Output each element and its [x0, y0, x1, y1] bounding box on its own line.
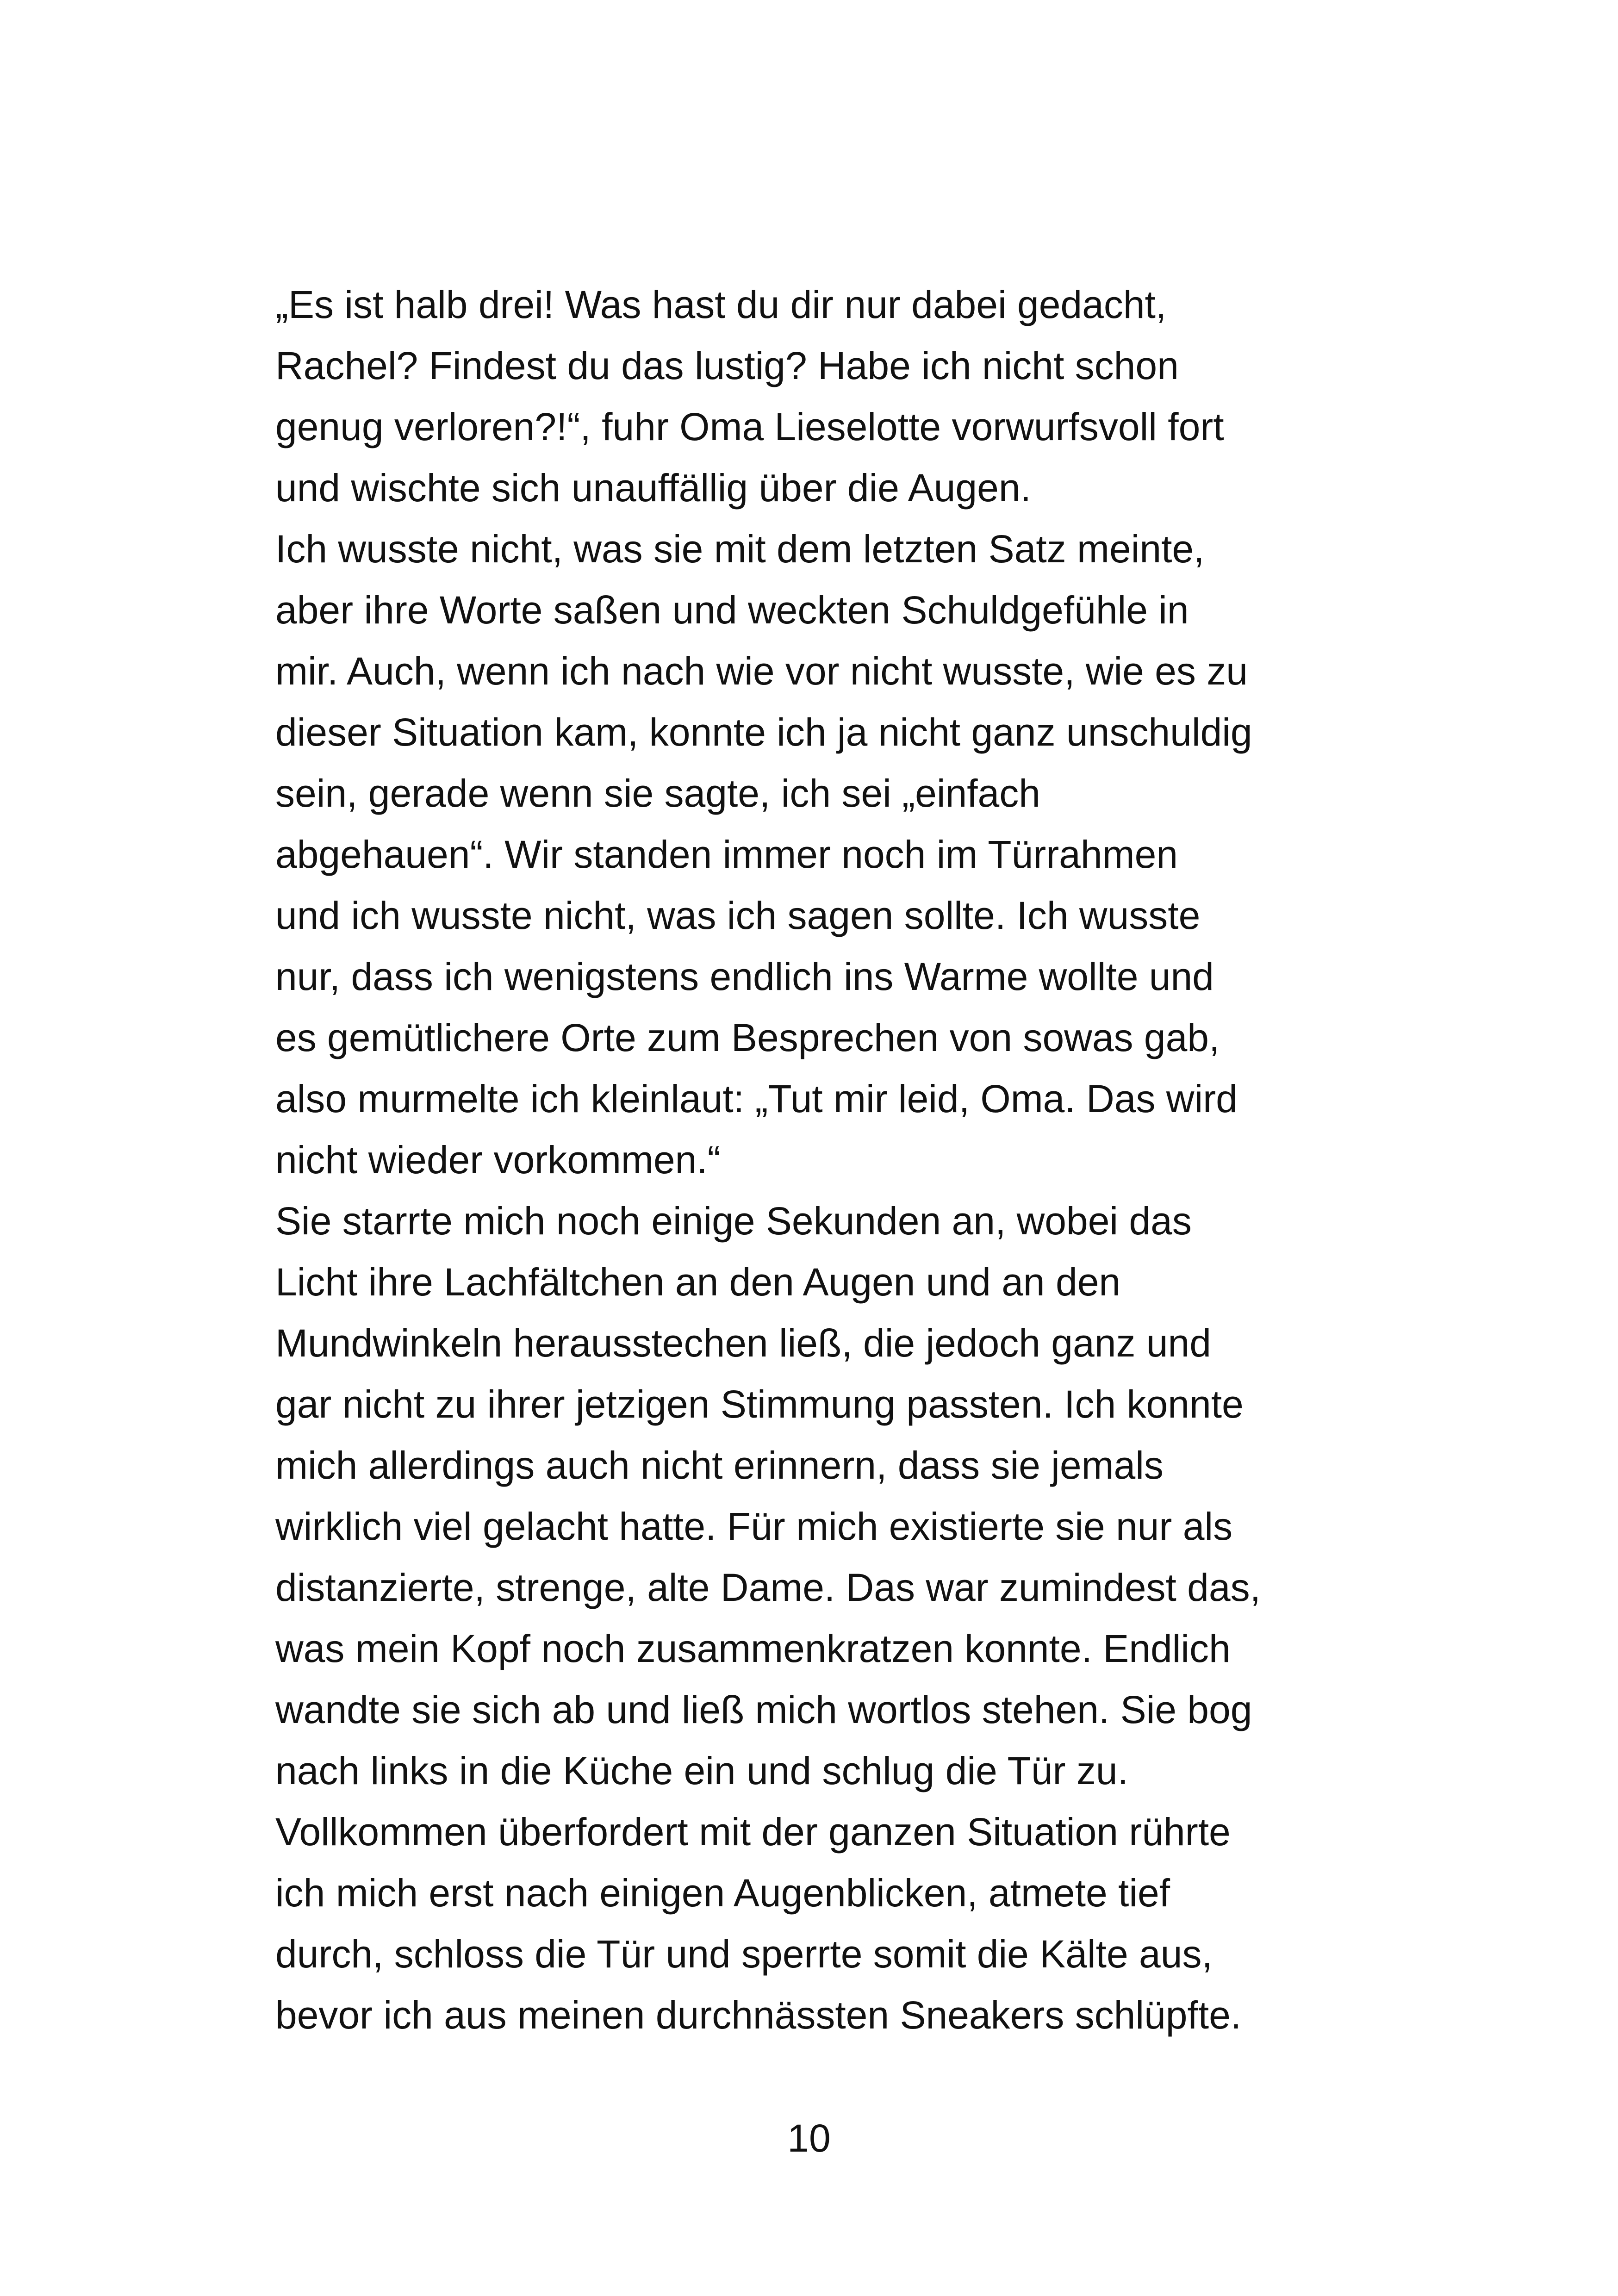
body-text [275, 274, 1395, 2046]
text-line: nur, dass ich wenigstens endlich ins Warme wollte und [275, 955, 1214, 998]
text-line: Vollkommen überfordert mit der ganzen Situation rührte [275, 1810, 1231, 1854]
text-line: ich mich erst nach einigen Augenblicken, atmete tief [275, 1871, 1170, 1915]
text-line: wirklich viel gelacht hatte. Für mich existierte sie nur als [275, 1505, 1233, 1548]
text-line: es gemütlichere Orte zum Besprechen von sowas gab, [275, 1016, 1220, 1059]
text-line: genug verloren?!“, fuhr Oma Lieselotte vorwurfsvoll fort [275, 405, 1224, 448]
text-line: gar nicht zu ihrer jetzigen Stimmung passten. Ich konnte [275, 1382, 1244, 1426]
text-line: Sie starrte mich noch einige Sekunden an, wobei das [275, 1199, 1192, 1243]
text-line: nach links in die Küche ein und schlug die Tür zu. [275, 1749, 1128, 1792]
text-line: Ich wusste nicht, was sie mit dem letzten Satz meinte, [275, 527, 1205, 571]
text-line: Licht ihre Lachfältchen an den Augen und an den [275, 1260, 1121, 1304]
text-line: was mein Kopf noch zusammenkratzen konnte. Endlich [275, 1627, 1231, 1670]
text-line: mich allerdings auch nicht erinnern, dass sie jemals [275, 1444, 1164, 1487]
text-line: mir. Auch, wenn ich nach wie vor nicht wusste, wie es zu [275, 649, 1248, 693]
text-line: durch, schloss die Tür und sperrte somit die Kälte aus, [275, 1932, 1213, 1976]
text-line: nicht wieder vorkommen.“ [275, 1138, 721, 1182]
text-line: dieser Situation kam, konnte ich ja nicht ganz unschuldig [275, 710, 1252, 754]
text-line: Mundwinkeln herausstechen ließ, die jedoch ganz und [275, 1321, 1211, 1365]
text-line: und ich wusste nicht, was ich sagen sollte. Ich wusste [275, 894, 1201, 937]
text-line: wandte sie sich ab und ließ mich wortlos stehen. Sie bog [275, 1688, 1252, 1731]
text-line: distanzierte, strenge, alte Dame. Das war zumindest das, [275, 1566, 1261, 1609]
text-line: bevor ich aus meinen durchnässten Sneakers schlüpfte. [275, 1993, 1242, 2037]
page-number: 10 [787, 2116, 831, 2160]
text-line: also murmelte ich kleinlaut: „Tut mir leid, Oma. Das wird [275, 1077, 1238, 1120]
text-line: aber ihre Worte saßen und weckten Schuldgefühle in [275, 588, 1189, 632]
text-line: abgehauen“. Wir standen immer noch im Türrahmen [275, 833, 1178, 876]
text-line: und wischte sich unauffällig über die Augen. [275, 466, 1031, 510]
text-line: „Es ist halb drei! Was hast du dir nur dabei gedacht, [275, 283, 1167, 326]
text-line: Rachel? Findest du das lustig? Habe ich nicht schon [275, 344, 1179, 387]
text-line: sein, gerade wenn sie sagte, ich sei „einfach [275, 772, 1040, 815]
